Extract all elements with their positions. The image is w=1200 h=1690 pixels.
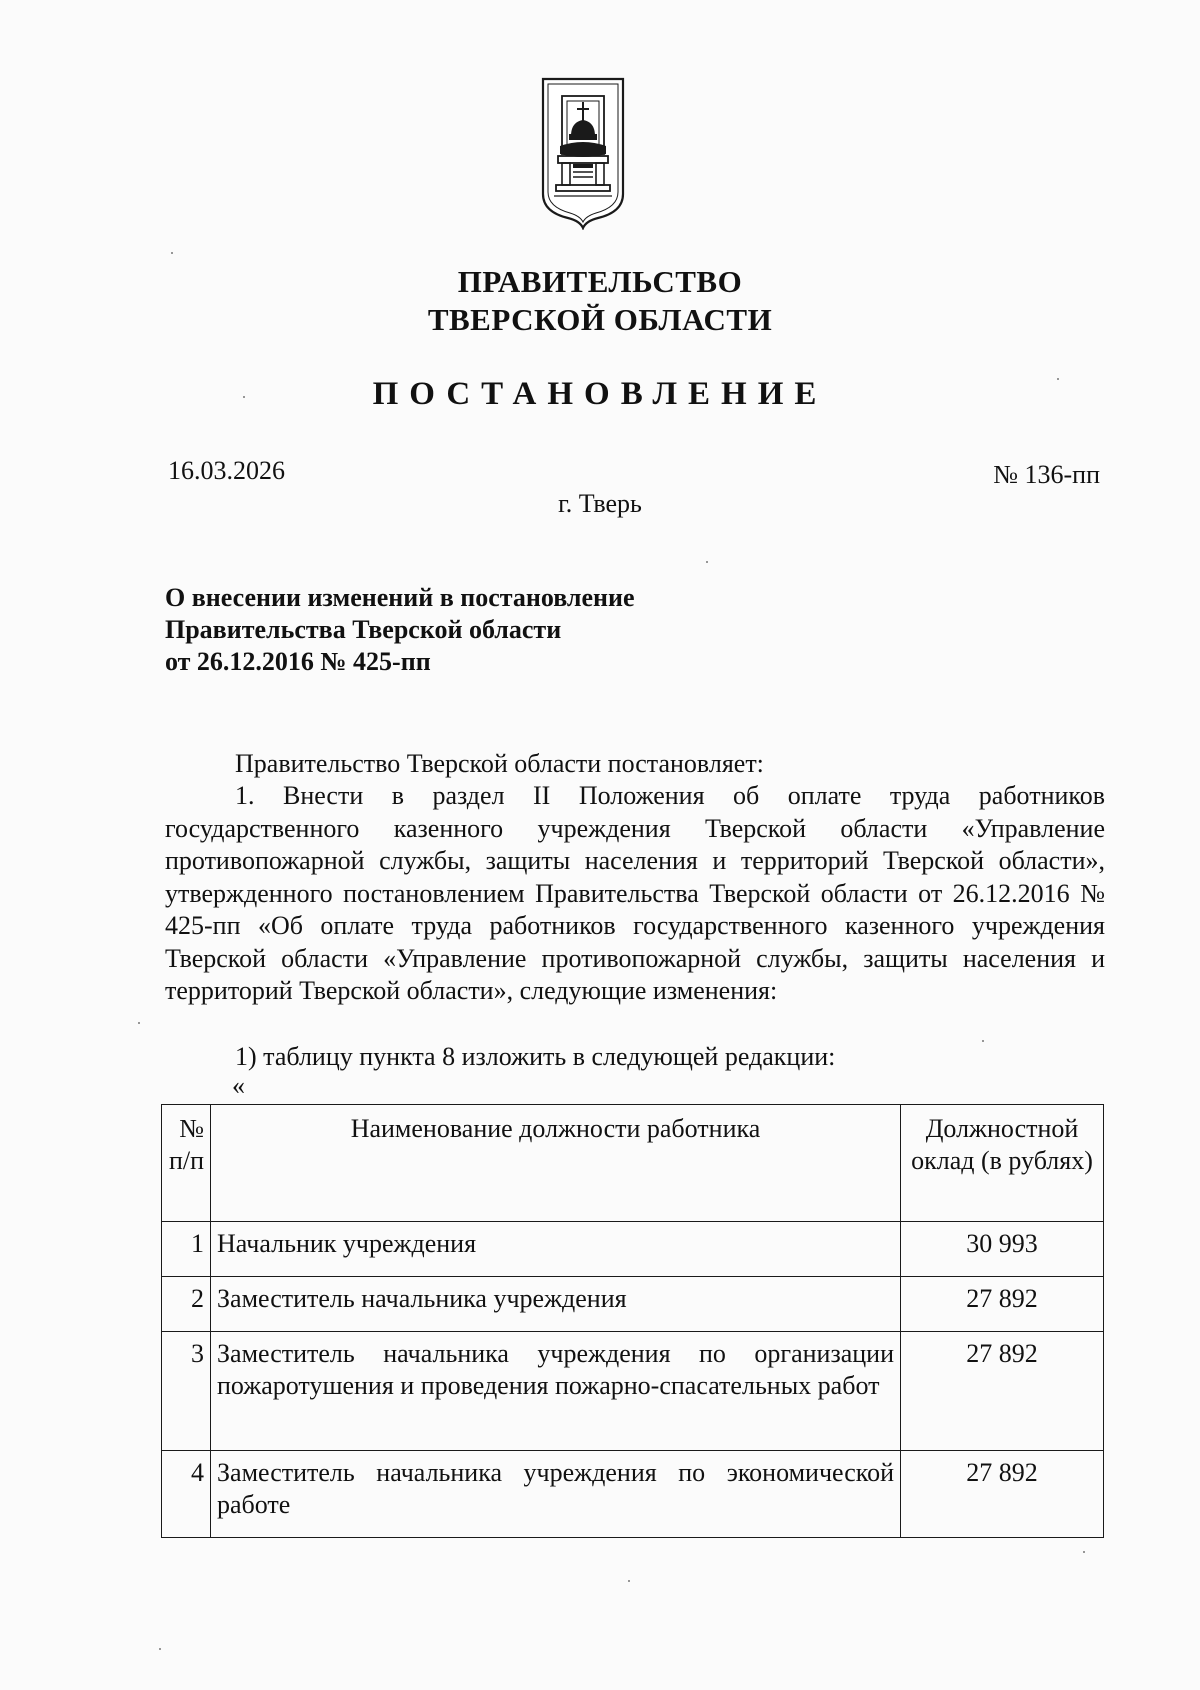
subject-line1: О внесении изменений в постановление: [165, 583, 635, 612]
salary-table: [161, 1104, 1104, 1538]
table-row: [162, 1451, 1104, 1538]
scan-speck: [159, 1648, 161, 1650]
scan-speck: [243, 396, 245, 398]
table-row: [162, 1332, 1104, 1451]
header-title: Наименование должности работника: [211, 1105, 901, 1222]
cell-num: 3: [162, 1332, 211, 1451]
subpoint-paragraph: 1) таблицу пункта 8 изложить в следующей редакции:: [235, 1042, 836, 1071]
table-header-row: [162, 1105, 1104, 1222]
tver-coat-of-arms-icon: [540, 76, 626, 230]
cell-num: 2: [162, 1277, 211, 1332]
cell-num: 4: [162, 1451, 211, 1538]
cell-pay: 27 892: [901, 1277, 1104, 1332]
main-paragraph: 1. Внести в раздел II Положения об оплате труда работников государственного казенного учреждения Тверской области «Управление противопожарной службы, защиты населения и территорий Тверской области», утвержденного постановлением Правительства Тверской области от 26.12.2016 № 425-пп «Об оплате труда работников государственного казенного учреждения Тверской области «Управление противопожарной службы, защиты населения и территорий Тверской области», следующие изменения:: [165, 781, 1105, 1005]
cell-pay: 27 892: [901, 1332, 1104, 1451]
org-title-line1: ПРАВИТЕЛЬСТВО: [457, 264, 743, 299]
document-type: ПОСТАНОВЛЕНИЕ: [372, 376, 828, 412]
cell-pay: 30 993: [901, 1222, 1104, 1277]
scan-speck: [982, 1040, 984, 1042]
scan-speck: [1057, 378, 1059, 380]
scan-speck: [706, 561, 708, 563]
cell-title: Заместитель начальника учреждения по организации пожаротушения и проведения пожарно-спасательных работ: [211, 1332, 901, 1451]
document-number: № 136-пп: [993, 460, 1100, 489]
cell-title: Заместитель начальника учреждения по экономической работе: [211, 1451, 901, 1538]
table-row: [162, 1277, 1104, 1332]
cell-num: 1: [162, 1222, 211, 1277]
document-city: г. Тверь: [558, 489, 642, 518]
scan-speck: [1083, 1551, 1085, 1553]
cell-title: Заместитель начальника учреждения: [211, 1277, 901, 1332]
intro-paragraph: Правительство Тверской области постановляет:: [235, 749, 764, 778]
org-title-line2: ТВЕРСКОЙ ОБЛАСТИ: [427, 302, 773, 337]
quote-open-mark: «: [232, 1071, 245, 1100]
subject-line3: от 26.12.2016 № 425-пп: [165, 647, 431, 676]
header-num: № п/п: [162, 1105, 211, 1222]
document-date: 16.03.2026: [168, 456, 285, 485]
cell-pay: 27 892: [901, 1451, 1104, 1538]
scan-speck: [171, 252, 173, 254]
subject-line2: Правительства Тверской области: [165, 615, 562, 644]
header-pay: Должностной оклад (в рублях): [901, 1105, 1104, 1222]
scan-speck: [138, 1022, 140, 1024]
table-row: [162, 1222, 1104, 1277]
document-subject: [165, 582, 635, 678]
scan-speck: [628, 1580, 630, 1582]
cell-title: Начальник учреждения: [211, 1222, 901, 1277]
